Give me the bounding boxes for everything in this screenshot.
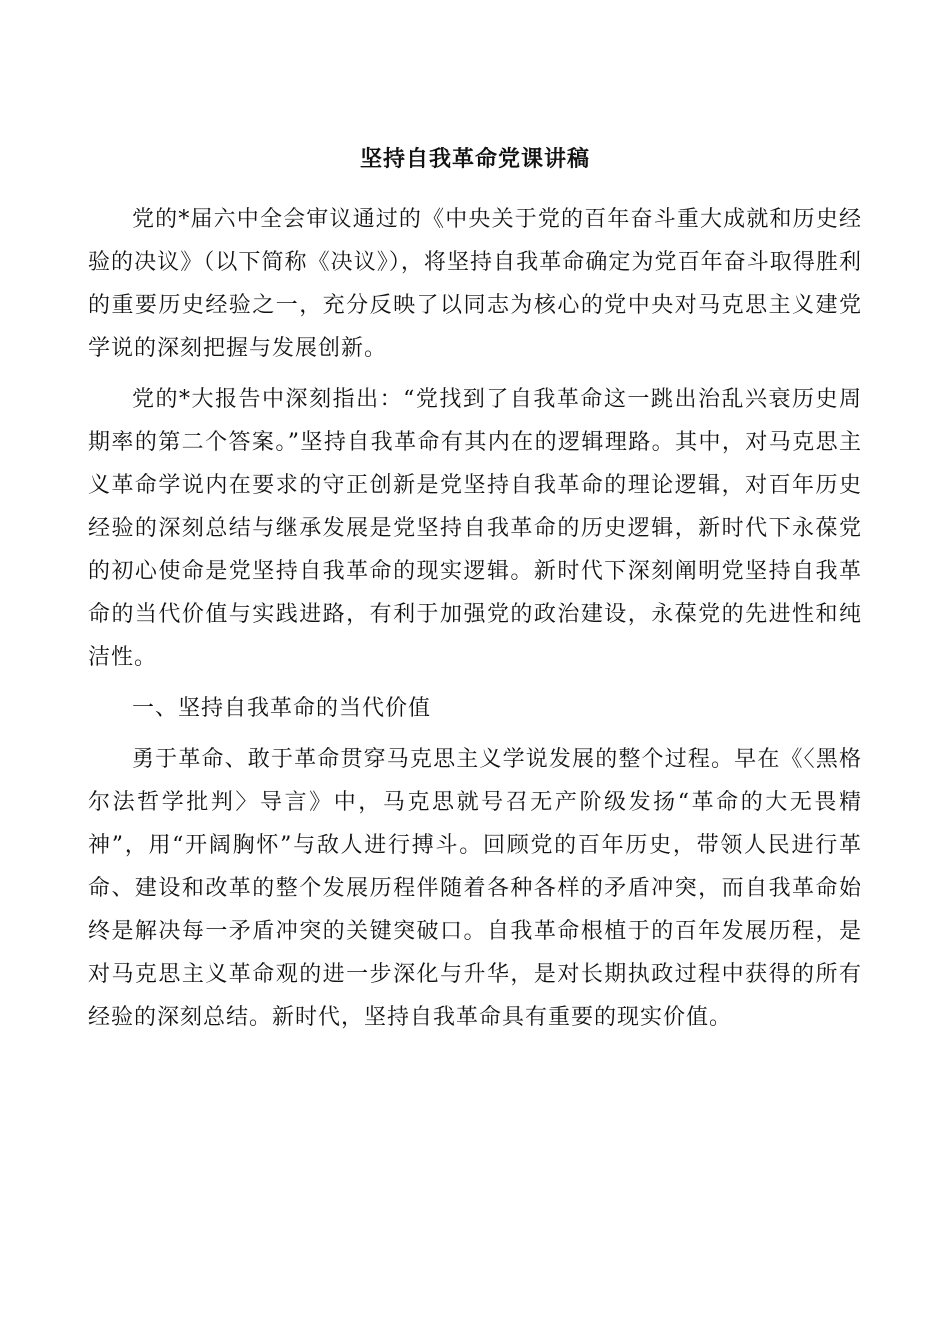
intro-paragraph-2: 党的*大报告中深刻指出：“党找到了自我革命这一跳出治乱兴衰历史周期率的第二个答案。”坚持自我革命有其内在的逻辑理路。其中，对马克思主义革命学说内在要求的守正创新是党坚持自我革命的理论逻辑，对百年历史经验的深刻总结与继承发展是党坚持自我革命的历史逻辑，新时代下永葆党的初心使命是党坚持自我革命的现实逻辑。新时代下深刻阐明党坚持自我革命的当代价值与实践进路，有利于加强党的政治建设，永葆党的先进性和纯洁性。 [88, 387, 862, 670]
section-paragraph-1: 勇于革命、敢于革命贯穿马克思主义学说发展的整个过程。早在《〈黑格尔法哲学批判〉导言》中，马克思就号召无产阶级发扬“革命的大无畏精神”，用“开阔胸怀”与敌人进行搏斗。回顾党的百年历史，带领人民进行革命、建设和改革的整个发展历程伴随着各种各样的矛盾冲突，而自我革命始终是解决每一矛盾冲突的关键突破口。自我革命根植于的百年发展历程，是对马克思主义革命观的进一步深化与升华，是对长期执政过程中获得的所有经验的深刻总结。新时代，坚持自我革命具有重要的现实价值。 [88, 747, 862, 1030]
document-title: 坚持自我革命党课讲稿 [359, 147, 590, 172]
intro-paragraph-1: 党的*届六中全会审议通过的《中央关于党的百年奋斗重大成就和历史经验的决议》（以下简称《决议》），将坚持自我革命确定为党百年奋斗取得胜利的重要历史经验之一，充分反映了以同志为核心的党中央对马克思主义建党学说的深刻把握与发展创新。 [88, 207, 862, 361]
section-heading: 一、坚持自我革命的当代价值 [132, 696, 432, 721]
